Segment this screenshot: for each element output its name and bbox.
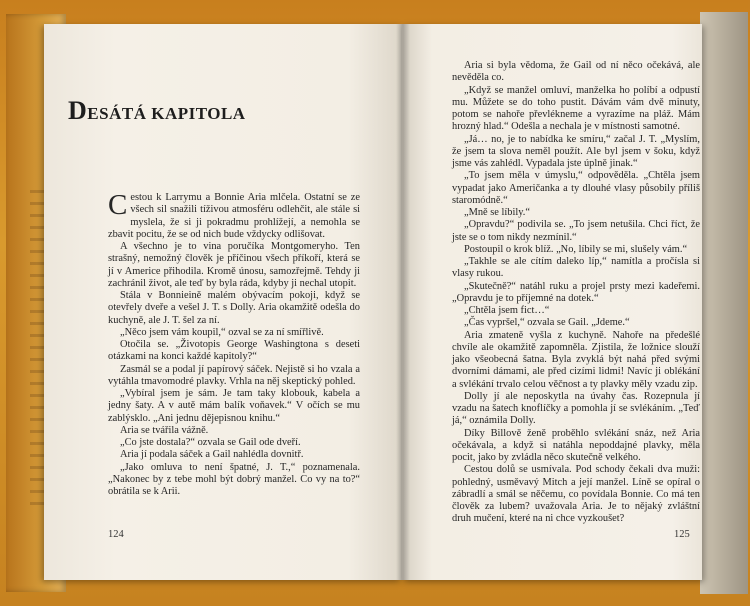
paragraph: „Vybíral jsem je sám. Je tam taky klobouk, kabela a jedny šaty. A v autě mám balík voňavek.“ V očích se mu zablýsklo. „Ani jednu dějepisnou knihu.“ — [108, 388, 360, 424]
right-page-text — [452, 60, 700, 526]
chapter-title — [68, 96, 246, 126]
paragraph: „Skutečně?“ natáhl ruku a projel prsty mezi kadeřemi. „Opravdu je to příjemné na dotek.“ — [452, 280, 700, 304]
paragraph: „Opravdu?“ podivila se. „To jsem netušila. Chci říct, že jste se o tom nikdy nezmínil.“ — [452, 219, 700, 243]
drop-cap: C — [108, 189, 128, 221]
paragraph: „Mně se líbily.“ — [464, 207, 530, 218]
paragraph: Otočila se. „Životopis George Washingtona s deseti otázkami na konci každé kapitoly?“ — [108, 339, 360, 363]
adjacent-page-edge — [30, 190, 44, 510]
chapter-title-initial: D — [68, 96, 88, 125]
paragraph: Dolly jí ale neposkytla na úvahy čas. Rozepnula jí vzadu na šatech knoflíčky a pomohla jí se svlékáním. „Teď já,“ oznámila Dolly. — [452, 390, 700, 427]
chapter-title-rest: ESÁTÁ KAPITOLA — [87, 104, 246, 123]
paragraph: Cestou dolů se usmívala. Pod schody čekali dva muži: pohledný, usměvavý Mitch a její manžel. Líně se opíral o zábradlí a smál se něčemu, co povídala Bonnie. Co má ten člověk za lubem? uvažovala Aria. Je to nějaký zvláštní druh mučení, které na ni chce vyzkoušet? — [452, 464, 700, 525]
left-page-text — [108, 189, 360, 498]
paragraph: Zasmál se a podal jí papírový sáček. Nejistě si ho vzala a vytáhla tmavomodré plavky. Vrhla na něj skeptický pohled. — [108, 363, 360, 387]
paragraph: „To jsem měla v úmyslu,“ odpověděla. „Chtěla jsem vypadat jako Američanka a ty dlouhé vlasy působily příliš staromódně.“ — [452, 170, 700, 206]
paragraph: Díky Billově ženě proběhlo svlékání snáz, než Aria očekávala, a když si natáhla nepoddajné plavky, měla pocit, jako by zvládla něco skutečně velkého. — [452, 427, 700, 463]
paragraph: „Něco jsem vám koupil,“ ozval se za ní smířlivě. — [120, 326, 324, 338]
page-number-left: 124 — [108, 529, 124, 540]
paragraph: Aria si byla vědoma, že Gail od ní něco očekává, ale nevěděla co. — [452, 60, 700, 84]
paragraph: „Já… no, je to nabídka ke smíru,“ začal J. T. „Myslím, že jsem ta slova neměl použít. Ale byl jsem v šoku, když jsme vás zahlédl. Vypadala jste úplně jinak.“ — [452, 133, 700, 169]
paragraph: Postoupil o krok blíž. „No, líbily se mi, slušely vám.“ — [464, 243, 688, 255]
paragraph: Aria zmateně vyšla z kuchyně. Nahoře na předešlé chvíle ale okamžitě zapomněla. Zjistila, že ložnice slouží jako všeobecná šatna. Byla zvyklá být nahá před svými dvorními dámami, ale před cizími lidmi! Navíc ji oblékání a svlékání trvalo celou věčnost a ty plavky měly vzadu zip. — [452, 329, 700, 390]
paragraph: „Čas vypršel,“ ozvala se Gail. „Jdeme.“ — [464, 317, 630, 329]
paragraph: Aria jí podala sáček a Gail nahlédla dovnitř. — [120, 449, 304, 461]
paragraph: „Co jste dostala?“ ozvala se Gail ode dveří. — [120, 437, 301, 448]
paragraph: A všechno je to vina poručíka Montgomeryho. Ten strašný, nemožný člověk je příčinou všech příkoří, která se jí v Americe přihodila. Kromě únosu, samozřejmě. Tehdy ji zachránil život, ale teď by byla ráda, kdyby ji nechal utopit. — [108, 241, 360, 289]
paragraph: Cestou k Larrymu a Bonnie Aria mlčela. Ostatní se ze všech sil snažili tíživou atmosféru odlehčit, ale stále si myslela, že si ji pokradmu prohlížejí, a nemohla se zbavit pocitu, že se od nich bude vždycky odlišovat. — [108, 189, 360, 240]
book-gutter — [396, 24, 410, 580]
page-number-right: 125 — [674, 529, 690, 540]
paragraph: „Chtěla jsem fict…“ — [464, 305, 550, 316]
paragraph: Stála v Bonnieině malém obývacím pokoji, když se otevřely dveře a vešel J. T. s Dolly. Aria okamžitě odešla do kuchyně, ale J. T. šel za ní. — [108, 290, 360, 326]
paragraph: „Takhle se ale cítím daleko líp,“ namítla a pročísla si vlasy rukou. — [452, 256, 700, 280]
book-cover-right-edge — [700, 12, 748, 594]
paragraph: Aria se tvářila vážně. — [120, 424, 209, 436]
paragraph: „Jako omluva to není špatné, J. T.,“ poznamenala. „Nakonec by z tebe mohl být dobrý manžel. Co vy na to?“ obrátila se k Arii. — [108, 461, 360, 497]
paragraph: „Když se manžel omluví, manželka ho políbí a odpustí mu. Můžete se do toho pustit. Dávám vám dvě minuty, potom se nahoře převlékneme a vyrazíme na pláž. Mám hrozný hlad.“ Odešla a nechala je v místnosti samotné. — [452, 84, 700, 133]
